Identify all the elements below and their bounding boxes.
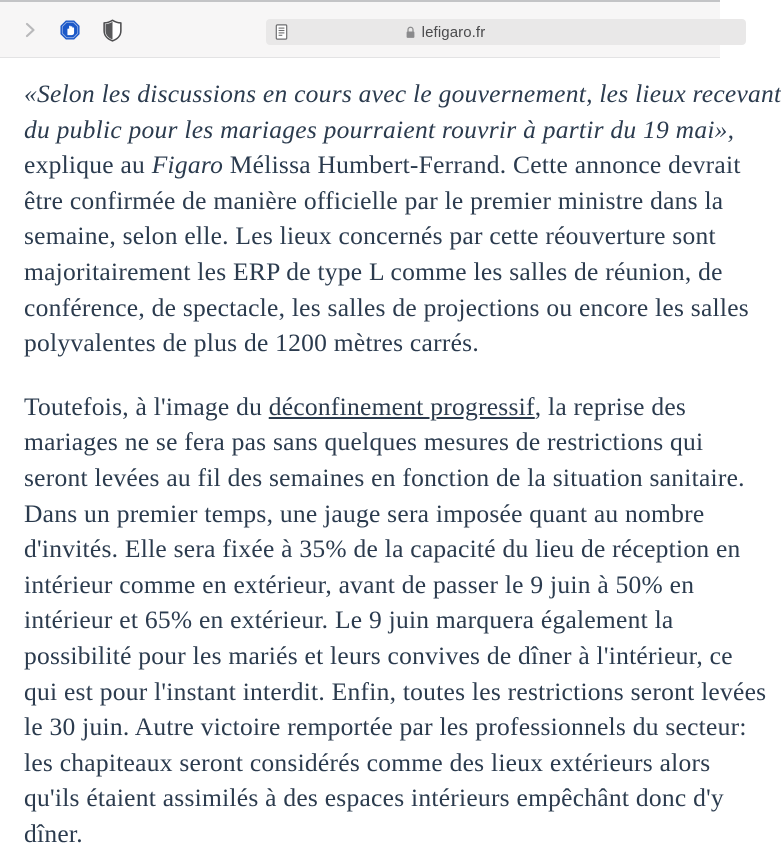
- article-line: [24, 218, 720, 254]
- article-line: [24, 147, 741, 183]
- article-text: être confirmée de manière officielle par le premier ministre dans la: [24, 185, 724, 215]
- article-line: [24, 290, 749, 326]
- article-line: [24, 460, 745, 496]
- article-line: [24, 325, 720, 361]
- article-text: semaine, selon elle. Les lieux concernés par cette réouverture sont: [24, 221, 716, 251]
- article-line: [24, 816, 720, 851]
- padlock-icon: [405, 26, 416, 39]
- article-line: [24, 531, 741, 567]
- article-text: dîner.: [24, 818, 83, 848]
- tracker-shield-extension-button[interactable]: [98, 16, 126, 44]
- article-text: qui est pour l'instant interdit. Enfin, toutes les restrictions seront levées: [24, 676, 767, 706]
- article-text: Dans un premier temps, une jauge sera imposée quant au nombre: [24, 498, 705, 528]
- article-text: conférence, de spectacle, les salles de projections ou encore les salles: [24, 292, 749, 322]
- article-line: [24, 745, 720, 781]
- article-italic-text: Figaro: [151, 150, 224, 180]
- article-line: [24, 76, 781, 112]
- article-line: [24, 709, 747, 745]
- article-line: [24, 496, 720, 532]
- adblock-extension-button[interactable]: [56, 16, 84, 44]
- forward-button[interactable]: [18, 16, 42, 44]
- article-text: possibilité pour les mariés et leurs convives de dîner à l'intérieur, ce: [24, 640, 733, 670]
- article-line: [24, 254, 723, 290]
- article-line: [24, 674, 767, 710]
- article-line: [24, 602, 720, 638]
- article-text: polyvalentes de plus de 1200 mètres carrés.: [24, 328, 479, 358]
- address-bar[interactable]: [266, 19, 746, 45]
- article-text: le 30 juin. Autre victoire remportée par les professionnels du secteur:: [24, 712, 747, 742]
- article-italic-text: «Selon les discussions en cours avec le gouvernement, les lieux recevant: [24, 79, 781, 108]
- article-content: [0, 58, 781, 851]
- article-text: Toutefois, à l'image du: [24, 391, 269, 421]
- article-text: intérieur et 65% en extérieur. Le 9 juin marquera également la: [24, 605, 674, 635]
- article-text: majoritairement les ERP de type L comme les salles de réunion, de: [24, 256, 723, 286]
- url-host-label: lefigaro.fr: [421, 23, 486, 41]
- article-paragraph: [24, 361, 767, 851]
- adblock-hand-octagon-icon: [59, 19, 81, 41]
- article-text: d'invités. Elle sera fixée à 35% de la capacité du lieu de réception en: [24, 534, 741, 564]
- article-line: [24, 183, 724, 219]
- article-text: les chapiteaux seront considérés comme des lieux extérieurs alors: [24, 747, 711, 777]
- article-line: [24, 424, 720, 460]
- article-text: mariages ne se fera pas sans quelques mesures de restrictions qui: [24, 427, 704, 457]
- article-line: [24, 780, 724, 816]
- article-inline-link[interactable]: déconfinement progressif: [268, 391, 535, 421]
- article-line: [24, 389, 720, 425]
- article-line: [24, 638, 733, 674]
- article-text: qu'ils étaient assimilés à des espaces intérieurs empêchânt donc d'y: [24, 783, 724, 813]
- article-text: intérieur comme en extérieur, avant de passer le 9 juin à 50% en: [24, 569, 695, 599]
- toolbar-left-group: [0, 16, 126, 44]
- article-line: [24, 112, 735, 148]
- article-paragraph: [24, 58, 781, 361]
- shield-icon: [102, 19, 123, 42]
- chevron-right-icon: [22, 20, 38, 40]
- article-line: [24, 567, 720, 603]
- article-italic-text: du public pour les mariages pourraient rouvrir à partir du 19 mai»,: [24, 114, 735, 144]
- article-text: , la reprise des: [534, 391, 687, 421]
- article-text: seront levées au fil des semaines en fonction de la situation sanitaire.: [24, 462, 745, 492]
- article-text: explique au: [24, 150, 152, 180]
- url-display-group: [266, 19, 746, 45]
- address-bar-container: [266, 19, 746, 45]
- article-text: Mélissa Humbert-Ferrand. Cette annonce devrait: [223, 150, 741, 180]
- browser-toolbar: [0, 0, 720, 58]
